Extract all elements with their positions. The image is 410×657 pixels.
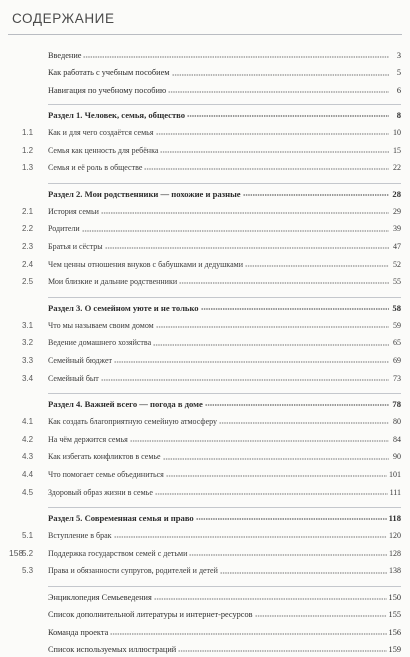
toc-entry-page: 15	[393, 145, 401, 155]
toc-entry-page: 159	[388, 644, 401, 654]
dot-leader	[154, 597, 387, 602]
toc-section-row	[48, 108, 401, 122]
dot-leader	[178, 649, 386, 654]
toc-entry-page: 138	[389, 566, 401, 576]
section-divider	[48, 104, 401, 105]
toc-entry-title: Семейный бюджет	[48, 355, 112, 365]
dot-leader	[166, 474, 387, 479]
toc-entry-title: Права и обязанности супругов, родителей и детей	[48, 566, 218, 576]
toc-entry-number: 5.1	[22, 531, 34, 541]
toc-entry-page: 111	[389, 487, 401, 497]
toc-entry-title: Команда проекта	[48, 627, 109, 637]
toc-section-row	[48, 187, 401, 201]
dot-leader	[114, 535, 388, 540]
toc-entry-title: Семья как ценность для ребёнка	[48, 145, 159, 155]
toc-entry-title: Что мы называем своим домом	[48, 320, 154, 330]
toc-entry-row	[22, 486, 401, 500]
toc-entry-number: 4.2	[22, 434, 34, 444]
dot-leader	[201, 307, 389, 312]
toc-entry-page: 58	[392, 302, 401, 313]
toc-entry-row	[22, 415, 401, 429]
toc-entry-page: 73	[393, 373, 401, 383]
toc-entry-title: Как работать с учебным пособием	[48, 68, 170, 78]
toc-entry-page: 39	[393, 224, 401, 234]
toc-entry-title: История семьи	[48, 206, 99, 216]
toc-entry-page: 150	[388, 592, 401, 602]
toc-entry-row	[22, 161, 401, 175]
toc-entry-page: 5	[396, 68, 401, 78]
toc-entry-page: 156	[388, 627, 401, 637]
toc-entry-row	[22, 468, 401, 482]
toc-entry-row	[22, 205, 401, 219]
toc-entry-title: Энциклопедия Семьеведения	[48, 592, 152, 602]
toc-entry-page: 6	[396, 85, 401, 95]
toc-entry-number: 5.3	[22, 566, 34, 576]
toc-entry-row	[48, 608, 401, 622]
toc-entry-row	[48, 66, 401, 80]
dot-leader	[163, 456, 389, 461]
dot-leader	[101, 378, 389, 383]
page-number: 158	[9, 548, 24, 558]
toc-entry-number: 1.3	[22, 163, 34, 173]
toc-entry-title: Что помогает семье объединиться	[48, 469, 164, 479]
toc-entry-page: 8	[396, 109, 401, 120]
dot-leader	[187, 114, 389, 119]
dot-leader	[245, 264, 389, 269]
section-divider	[48, 183, 401, 184]
toc-entry-title: Список дополнительной литературы и интернет-ресурсов	[48, 610, 253, 620]
toc-entry-number: 3.4	[22, 373, 34, 383]
toc-entry-page: 101	[389, 469, 401, 479]
toc-entry-page: 28	[392, 188, 401, 199]
dot-leader	[255, 614, 387, 619]
toc-entry-row	[22, 240, 401, 254]
dot-leader	[144, 167, 389, 172]
toc-entry-number: 3.1	[22, 320, 34, 330]
section-divider	[48, 586, 401, 587]
toc-entry-title: Раздел 4. Важней всего — погода в доме	[48, 399, 203, 410]
toc-entry-title: Как избегать конфликтов в семье	[48, 452, 161, 462]
toc-entry-number: 1.1	[22, 127, 34, 137]
toc-entry-title: Братья и сёстры	[48, 241, 103, 251]
toc-entry-number: 1.2	[22, 145, 34, 155]
toc-entry-page: 78	[392, 399, 401, 410]
toc-entry-row	[48, 84, 401, 98]
toc-entry-row	[22, 529, 401, 543]
toc-entry-number: 2.5	[22, 277, 34, 287]
toc-section-row	[48, 301, 401, 315]
toc-entry-number: 4.4	[22, 469, 34, 479]
toc-entry-page: 22	[393, 163, 401, 173]
dot-leader	[110, 632, 386, 637]
toc-entry-title: Навигация по учебному пособию	[48, 85, 167, 95]
dot-leader	[189, 553, 387, 558]
toc-section-row	[48, 397, 401, 411]
toc-entry-row	[22, 258, 401, 272]
toc-entry-page: 65	[393, 338, 401, 348]
toc-entry-row	[48, 643, 401, 657]
dot-leader	[101, 211, 389, 216]
toc-entry-row	[22, 336, 401, 350]
toc-entry-row	[22, 319, 401, 333]
toc-entry-page: 3	[396, 51, 401, 60]
dot-leader	[82, 228, 389, 233]
toc-entry-row	[48, 626, 401, 640]
dot-leader	[179, 281, 389, 286]
toc-entry-title: На чём держится семья	[48, 434, 128, 444]
toc-entry-page: 118	[388, 513, 401, 524]
toc-entry-title: Раздел 1. Человек, семья, общество	[48, 109, 186, 120]
toc-entry-row	[22, 144, 401, 158]
toc-entry-row	[22, 275, 401, 289]
toc-entry-number: 3.2	[22, 338, 34, 348]
section-divider	[48, 393, 401, 394]
toc-entry-title: Поддержка государством семей с детьми	[48, 548, 188, 558]
toc-entry-title: Ведение домашнего хозяйства	[48, 338, 152, 348]
toc-entry-title: Вступление в брак	[48, 531, 112, 541]
dot-leader	[219, 421, 389, 426]
toc-entry-number: 2.3	[22, 241, 34, 251]
toc-entry-title: Раздел 5. Современная семья и право	[48, 513, 194, 524]
dot-leader	[155, 492, 388, 497]
dot-leader	[243, 193, 389, 198]
toc-entry-title: Родители	[48, 224, 80, 234]
dot-leader	[114, 360, 389, 365]
toc-section-row	[48, 511, 401, 525]
toc-entry-page: 69	[393, 355, 401, 365]
toc-entry-number: 2.1	[22, 206, 34, 216]
toc-entry-row	[48, 49, 401, 63]
toc-entry-title: Семейный быт	[48, 373, 99, 383]
toc-entry-number: 4.3	[22, 452, 34, 462]
toc-entry-row	[22, 564, 401, 578]
toc-entry-row	[22, 372, 401, 386]
dot-leader	[196, 517, 387, 522]
toc-entry-title: Здоровый образ жизни в семье	[48, 487, 153, 497]
dot-leader	[156, 132, 390, 137]
toc-entry-title: Как и для чего создаётся семья	[48, 127, 154, 137]
toc-entry-row	[22, 450, 401, 464]
toc-entry-title: Семья и её роль в обществе	[48, 163, 143, 173]
toc-entry-title: Раздел 3. О семейном уюте и не только	[48, 302, 199, 313]
toc-entry-page: 47	[393, 241, 401, 251]
toc-entry-number: 4.1	[22, 417, 34, 427]
toc-entry-page: 52	[393, 259, 401, 269]
toc-entry-number: 4.5	[22, 487, 34, 497]
dot-leader	[172, 72, 389, 77]
dot-leader	[168, 90, 389, 95]
dot-leader	[105, 246, 389, 251]
heading-divider	[8, 34, 402, 35]
toc-entry-number: 2.2	[22, 224, 34, 234]
toc-entry-page: 120	[389, 531, 401, 541]
dot-leader	[153, 342, 389, 347]
toc-entry-title: Как создать благоприятную семейную атмосферу	[48, 417, 218, 427]
toc-entry-page: 155	[388, 610, 401, 620]
toc-entry-title: Введение	[48, 51, 82, 60]
toc-entry-number: 3.3	[22, 355, 34, 365]
toc-entry-number: 2.4	[22, 259, 34, 269]
toc-entry-page: 90	[393, 452, 401, 462]
section-divider	[48, 297, 401, 298]
toc-entry-row	[22, 354, 401, 368]
toc-entry-row	[22, 433, 401, 447]
dot-leader	[205, 403, 389, 408]
toc-entry-page: 80	[393, 417, 401, 427]
toc-entry-row	[22, 126, 401, 140]
toc-entry-row	[48, 591, 401, 605]
toc-entry-page: 84	[393, 434, 401, 444]
page-heading: СОДЕРЖАНИЕ	[12, 11, 115, 26]
toc-entry-title: Чем ценны отношения внуков с бабушками и дедушками	[48, 259, 243, 269]
toc-entry-page: 59	[393, 320, 401, 330]
toc-entry-page: 55	[393, 277, 401, 287]
dot-leader	[130, 439, 389, 444]
toc-entry-title: Мои близкие и дальние родственники	[48, 277, 178, 287]
toc-entry-page: 29	[393, 206, 401, 216]
dot-leader	[83, 55, 389, 60]
section-divider	[48, 507, 401, 508]
toc-entry-number: 5.2	[22, 548, 34, 558]
toc-entry-row	[22, 222, 401, 236]
dot-leader	[156, 325, 389, 330]
toc-entry-title: Раздел 2. Мои родственники — похожие и разные	[48, 188, 241, 199]
toc-entry-row	[22, 547, 401, 561]
dot-leader	[160, 150, 389, 155]
toc-entry-page: 128	[389, 548, 401, 558]
toc-entry-page: 10	[393, 127, 401, 137]
toc-entry-title: Список используемых иллюстраций	[48, 644, 177, 654]
